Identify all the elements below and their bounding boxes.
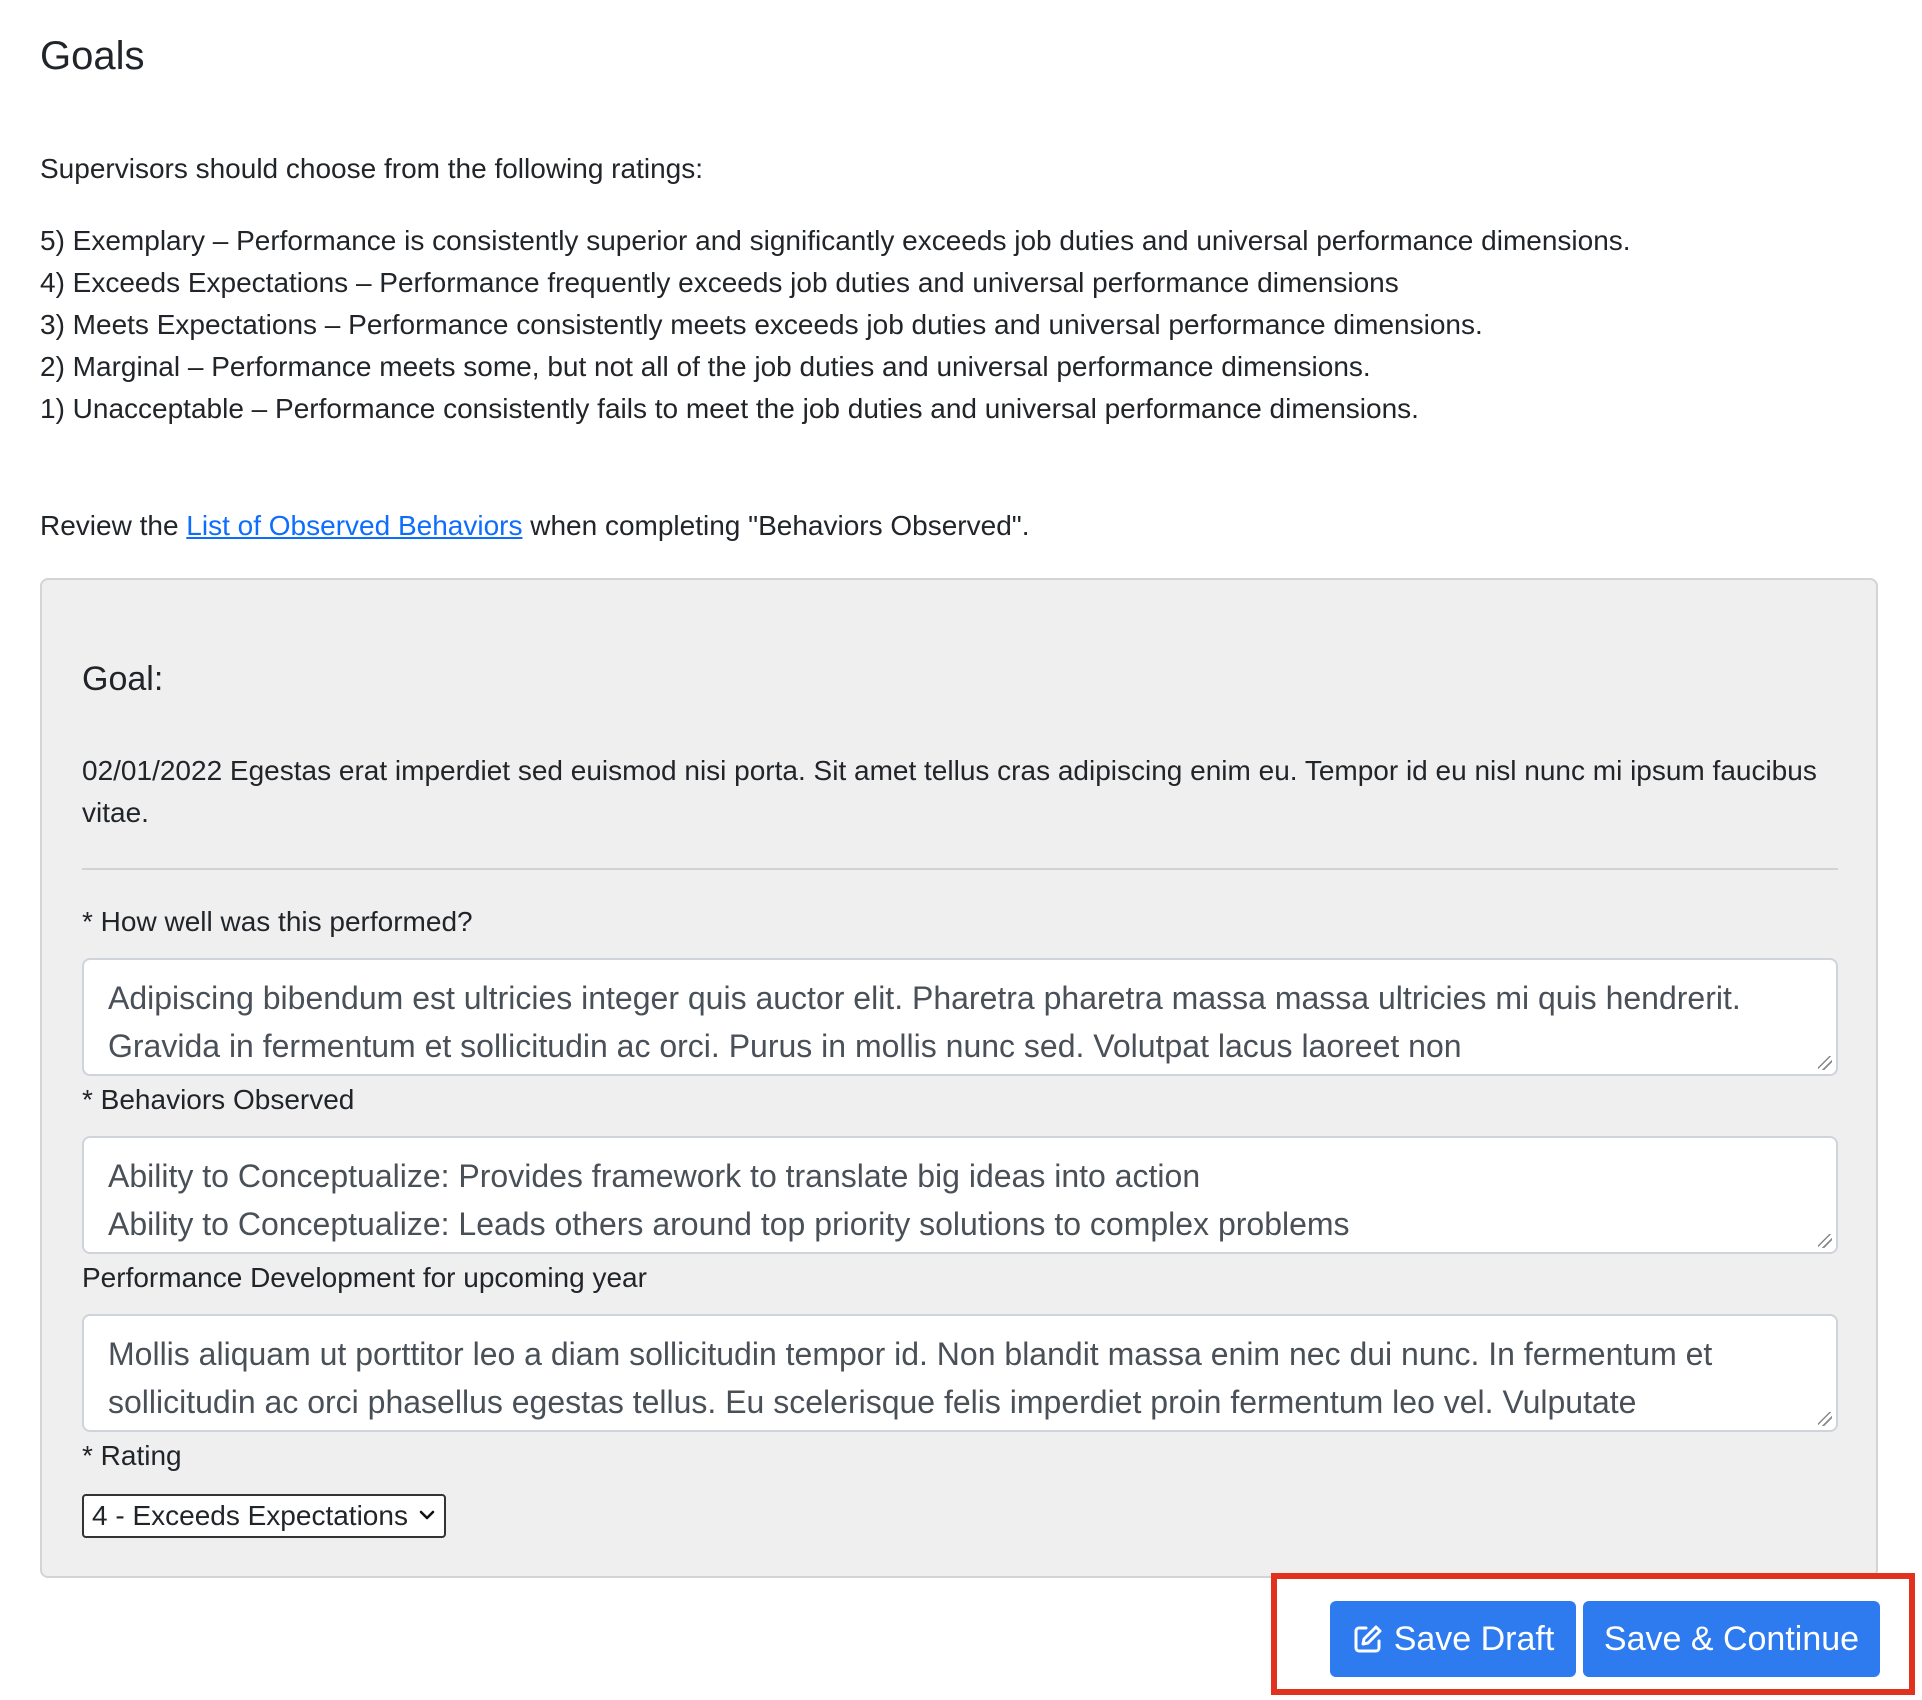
rating-select[interactable]	[82, 1494, 446, 1538]
behaviors-textarea[interactable]	[82, 1136, 1838, 1254]
rating-label: * Rating	[82, 1440, 182, 1471]
page-title: Goals	[40, 34, 145, 78]
review-text-after: when completing "Behaviors Observed".	[522, 510, 1030, 541]
save-draft-label: Save Draft	[1393, 1619, 1555, 1658]
rating-label: 5) Exemplary	[40, 225, 205, 256]
ratings-intro: Supervisors should choose from the following ratings:	[40, 153, 704, 184]
chevron-down-icon	[418, 1506, 436, 1524]
review-note	[40, 505, 1030, 547]
development-label: Performance Development for upcoming year	[82, 1262, 647, 1293]
behaviors-label: * Behaviors Observed	[82, 1084, 355, 1115]
behavior-line: Ability to Conceptualize: Leads others around top priority solutions to complex problems	[108, 1206, 1350, 1242]
performed-text: Adipiscing bibendum est ultricies integer quis auctor elit. Pharetra pharetra massa massa ultricies mi quis hendrerit. Gravida in fermentum et sollicitudin ac orci. Purus in mollis nunc sed. Volutpat lacus laoreet non	[108, 980, 1741, 1064]
save-continue-label: Save & Continue	[1603, 1619, 1860, 1658]
performed-label: * How well was this performed?	[82, 906, 473, 937]
development-textarea[interactable]	[82, 1314, 1838, 1432]
ratings-list	[40, 220, 1631, 430]
edit-icon	[1352, 1623, 1384, 1655]
save-draft-button[interactable]	[1330, 1601, 1576, 1677]
rating-description: – Performance consistently meets exceeds job duties and universal performance dimensions.	[317, 309, 1483, 340]
review-text-before: Review the	[40, 510, 187, 541]
behavior-line: Ability to Conceptualize: Provides framework to translate big ideas into action	[108, 1158, 1201, 1194]
rating-select-value: 4 - Exceeds Expectations	[92, 1500, 408, 1531]
rating-item-1	[40, 388, 1631, 430]
resize-handle-icon[interactable]	[1818, 1412, 1832, 1426]
resize-handle-icon[interactable]	[1818, 1234, 1832, 1248]
rating-item-4	[40, 262, 1631, 304]
rating-label: 3) Meets Expectations	[40, 309, 318, 340]
divider	[82, 868, 1838, 870]
rating-description: – Performance meets some, but not all of the job duties and universal performance dimensions.	[180, 351, 1371, 382]
rating-item-5	[40, 220, 1631, 262]
save-continue-button[interactable]	[1583, 1601, 1880, 1677]
performed-textarea[interactable]	[82, 958, 1838, 1076]
goal-heading: Goal:	[82, 660, 164, 698]
resize-handle-icon[interactable]	[1818, 1056, 1832, 1070]
rating-description: – Performance consistently fails to meet the job duties and universal performance dimensions.	[243, 393, 1419, 424]
rating-item-3	[40, 304, 1631, 346]
rating-label: 2) Marginal	[40, 351, 181, 382]
goal-card	[40, 578, 1878, 1578]
rating-item-2	[40, 346, 1631, 388]
rating-description: – Performance frequently exceeds job duties and universal performance dimensions	[348, 267, 1399, 298]
observed-behaviors-link[interactable]: List of Observed Behaviors	[186, 510, 523, 541]
rating-label: 1) Unacceptable	[40, 393, 244, 424]
development-text: Mollis aliquam ut porttitor leo a diam sollicitudin tempor id. Non blandit massa enim nec dui nunc. In fermentum et sollicitudin ac orci phasellus egestas tellus. Eu scelerisque felis imperdiet proin fermentum leo vel. Vulputate	[108, 1336, 1713, 1420]
goal-description: 02/01/2022 Egestas erat imperdiet sed euismod nisi porta. Sit amet tellus cras adipiscing enim eu. Tempor id eu nisl nunc mi ipsum faucibus vitae.	[82, 755, 1817, 828]
rating-description: – Performance is consistently superior and significantly exceeds job duties and universal performance dimensions.	[204, 225, 1631, 256]
rating-label: 4) Exceeds Expectations	[40, 267, 349, 298]
